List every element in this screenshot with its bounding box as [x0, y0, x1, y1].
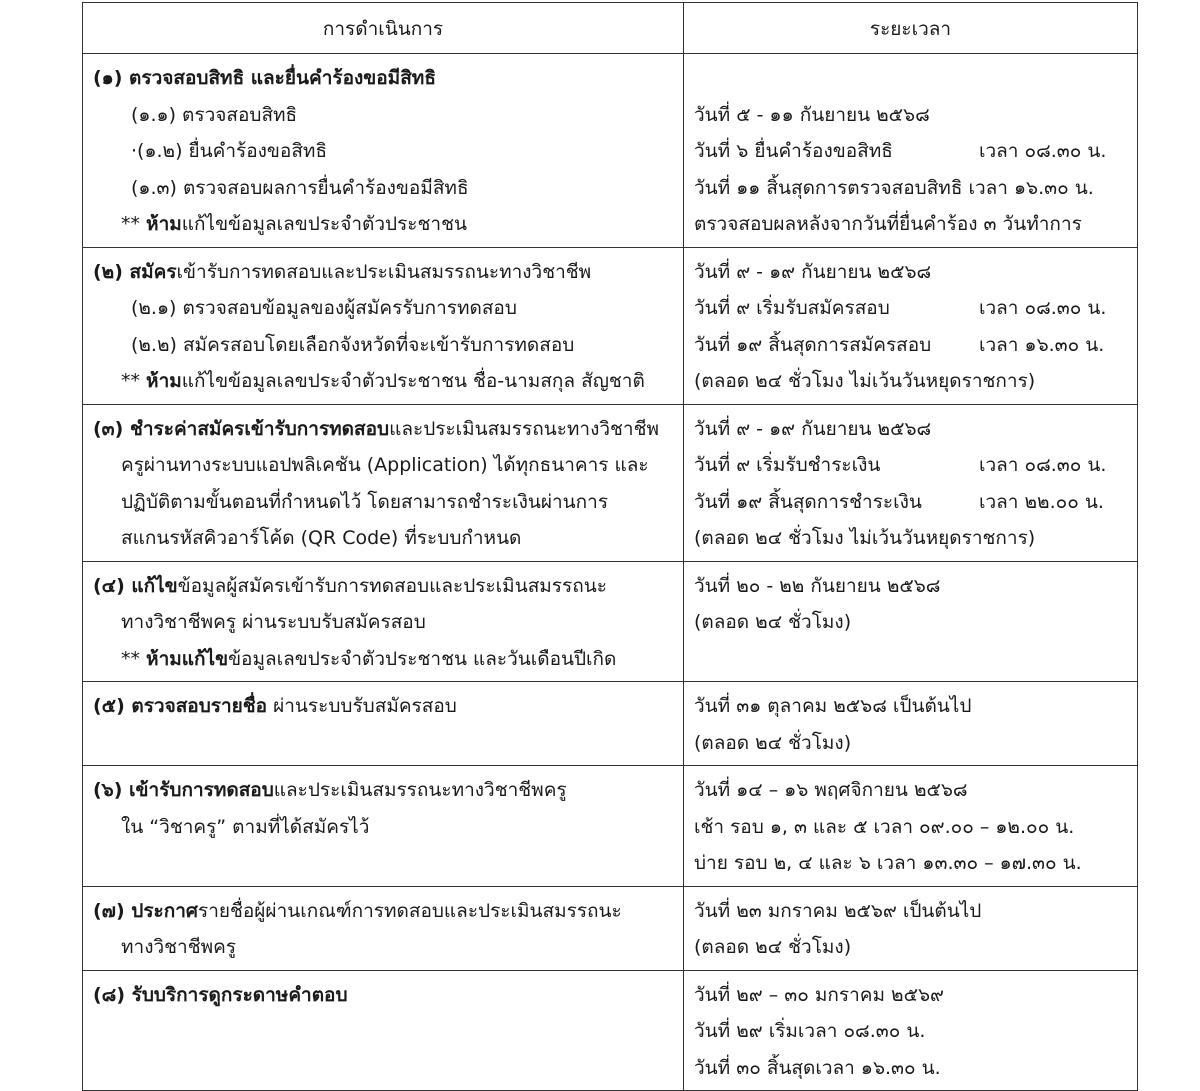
table-row [83, 682, 1138, 766]
action-line [93, 484, 673, 521]
action-line [93, 568, 673, 605]
period-time: เวลา ๐๘.๓๐ น. [979, 297, 1107, 319]
period-time: เวลา ๒๒.๐๐ น. [979, 490, 1104, 513]
period-cell [684, 970, 1138, 1091]
period-text: วันที่ ๙ เริ่มรับชำระเงิน [694, 454, 881, 476]
period-cell [684, 247, 1138, 404]
period-line [694, 845, 1127, 882]
period-text: บ่าย รอบ ๒, ๔ และ ๖ เวลา ๑๓.๓๐ – ๑๗.๓๐ น. [694, 852, 1082, 874]
period-line [694, 568, 1127, 605]
action-line [93, 363, 673, 400]
action-line [93, 809, 673, 846]
period-time: เวลา ๐๘.๓๐ น. [979, 454, 1107, 476]
table-row [83, 404, 1138, 561]
table-row [83, 54, 1138, 248]
period-line [694, 725, 1127, 762]
action-bold-text: ห้ามแก้ไข [146, 647, 229, 670]
period-text: วันที่ ๑๙ สิ้นสุดการสมัครสอบ [694, 333, 932, 356]
period-line [694, 688, 1127, 725]
period-cell [684, 682, 1138, 766]
action-text: สแกนรหัสคิวอาร์โค้ด (QR Code) ที่ระบบกำหนด [121, 527, 522, 549]
period-line [694, 809, 1127, 846]
action-line [93, 520, 673, 557]
period-time: เวลา ๐๘.๓๐ น. [979, 140, 1107, 162]
period-text: วันที่ ๑๙ สิ้นสุดการชำระเงิน [694, 490, 922, 513]
action-line [93, 170, 673, 207]
note-marker: ** [121, 647, 147, 670]
action-line [93, 254, 673, 291]
action-line [93, 133, 673, 170]
action-text: ปฏิบัติตามขั้นตอนที่กำหนดไว้ โดยสามารถชำระเงินผ่านการ [121, 490, 609, 513]
period-cell [684, 766, 1138, 887]
period-text: วันที่ ๙ เริ่มรับสมัครสอบ [694, 297, 890, 319]
action-text: เข้ารับการทดสอบและประเมินสมรรถนะทางวิชาชีพ [176, 260, 592, 283]
period-line [694, 327, 1127, 364]
action-text: ครูผ่านทางระบบแอปพลิเคชัน (Application) ได้ทุกธนาคาร และ [121, 454, 649, 476]
period-text: วันที่ ๖ ยื่นคำร้องขอสิทธิ [694, 140, 893, 162]
period-text: (ตลอด ๒๔ ชั่วโมง) [694, 936, 852, 958]
period-text: วันที่ ๑๑ สิ้นสุดการตรวจสอบสิทธิ เวลา ๑๖.๓๐ น. [694, 176, 1094, 199]
period-line [694, 60, 1127, 97]
action-line [93, 411, 673, 448]
period-line [694, 363, 1127, 400]
period-line [694, 411, 1127, 448]
table-header-row [83, 3, 1138, 54]
action-line [93, 604, 673, 641]
action-line [93, 641, 673, 678]
action-cell [83, 247, 684, 404]
action-line [93, 290, 673, 327]
action-text: แก้ไขข้อมูลเลขประจำตัวประชาชน ชื่อ-นามสกุล สัญชาติ [181, 370, 645, 392]
period-text: วันที่ ๕ - ๑๑ กันยายน ๒๕๖๘ [694, 103, 930, 126]
period-line [694, 893, 1127, 930]
period-text: วันที่ ๒๙ – ๓๐ มกราคม ๒๕๖๙ [694, 983, 944, 1006]
period-cell [684, 54, 1138, 248]
period-text: วันที่ ๙ - ๑๙ กันยายน ๒๕๖๘ [694, 260, 932, 283]
schedule-table [82, 2, 1138, 1091]
action-bold-text: (๑) ตรวจสอบสิทธิ และยื่นคำร้องขอมีสิทธิ [93, 67, 436, 89]
period-line [694, 977, 1127, 1014]
period-text: วันที่ ๒๙ เริ่มเวลา ๐๘.๓๐ น. [694, 1020, 926, 1042]
action-cell [83, 682, 684, 766]
action-text: รายชื่อผู้ผ่านเกณฑ์การทดสอบและประเมินสมรรถนะ [197, 899, 622, 922]
period-text: (ตลอด ๒๔ ชั่วโมง ไม่เว้นวันหยุดราชการ) [694, 527, 1036, 549]
action-bold-text: (๔) แก้ไข [93, 574, 178, 597]
action-text: ข้อมูลผู้สมัครเข้ารับการทดสอบและประเมินสมรรถนะ [177, 574, 607, 597]
period-cell [684, 886, 1138, 970]
period-line [694, 772, 1127, 809]
period-text: วันที่ ๓๐ สิ้นสุดเวลา ๑๖.๓๐ น. [694, 1056, 941, 1079]
period-cell [684, 404, 1138, 561]
header-action: การดำเนินการ [83, 3, 684, 54]
action-text: ผ่านระบบรับสมัครสอบ [267, 695, 457, 717]
table-row [83, 766, 1138, 887]
action-cell [83, 561, 684, 682]
action-line [93, 688, 673, 725]
action-line [93, 206, 673, 243]
action-line [93, 60, 673, 97]
table-row [83, 247, 1138, 404]
period-text: (ตลอด ๒๔ ชั่วโมง) [694, 611, 852, 633]
action-bold-text: (๗) ประกาศ [93, 899, 198, 922]
action-text: แก้ไขข้อมูลเลขประจำตัวประชาชน [181, 213, 467, 235]
period-line [694, 170, 1127, 207]
period-text: (ตลอด ๒๔ ชั่วโมง) [694, 731, 852, 754]
action-line [93, 893, 673, 930]
action-line [93, 97, 673, 134]
period-line [694, 133, 1127, 170]
action-text: (๒.๑) ตรวจสอบข้อมูลของผู้สมัครรับการทดสอบ [131, 297, 517, 319]
action-bold-text: (๖) เข้ารับการทดสอบ [93, 779, 274, 801]
period-line [694, 97, 1127, 134]
action-cell [83, 54, 684, 248]
action-text: ใน “วิชาครู” ตามที่ได้สมัครไว้ [121, 815, 370, 838]
period-time: เวลา ๑๖.๓๐ น. [979, 333, 1105, 356]
action-bold-text: (๓) ชำระค่าสมัครเข้ารับการทดสอบ [93, 417, 390, 440]
period-line [694, 1050, 1127, 1087]
period-line [694, 1013, 1127, 1050]
note-marker: ** [121, 370, 147, 392]
period-text: วันที่ ๓๑ ตุลาคม ๒๕๖๘ เป็นต้นไป [694, 695, 972, 717]
period-line [694, 484, 1127, 521]
action-text: และประเมินสมรรถนะทางวิชาชีพ [389, 417, 660, 440]
action-text: ข้อมูลเลขประจำตัวประชาชน และวันเดือนปีเกิด [228, 647, 617, 670]
table-row [83, 886, 1138, 970]
action-text: ·(๑.๒) ยื่นคำร้องขอสิทธิ [131, 140, 328, 162]
action-text: และประเมินสมรรถนะทางวิชาชีพครู [273, 779, 567, 801]
action-line [93, 447, 673, 484]
action-text: (๑.๑) ตรวจสอบสิทธิ [131, 103, 298, 126]
period-text: ตรวจสอบผลหลังจากวันที่ยื่นคำร้อง ๓ วันทำการ [694, 213, 1082, 235]
period-line [694, 290, 1127, 327]
period-text: วันที่ ๒๓ มกราคม ๒๕๖๙ เป็นต้นไป [694, 899, 982, 922]
period-line [694, 254, 1127, 291]
action-line [93, 929, 673, 966]
period-text: (ตลอด ๒๔ ชั่วโมง ไม่เว้นวันหยุดราชการ) [694, 370, 1036, 392]
action-cell [83, 886, 684, 970]
period-line [694, 929, 1127, 966]
period-text: เช้า รอบ ๑, ๓ และ ๕ เวลา ๐๙.๐๐ – ๑๒.๐๐ น. [694, 815, 1075, 838]
action-bold-text: (๕) ตรวจสอบรายชื่อ [93, 695, 268, 717]
action-text: (๑.๓) ตรวจสอบผลการยื่นคำร้องขอมีสิทธิ [131, 176, 469, 199]
table-row [83, 970, 1138, 1091]
action-bold-text: ห้าม [146, 370, 182, 392]
action-cell [83, 970, 684, 1091]
period-line [694, 447, 1127, 484]
table-row [83, 561, 1138, 682]
action-text: ทางวิชาชีพครู [121, 936, 237, 958]
action-bold-text: ห้าม [146, 213, 182, 235]
action-line [93, 977, 673, 1014]
period-text: วันที่ ๑๔ – ๑๖ พฤศจิกายน ๒๕๖๘ [694, 779, 968, 801]
period-text: วันที่ ๒๐ - ๒๒ กันยายน ๒๕๖๘ [694, 574, 941, 597]
action-bold-text: (๒) สมัคร [93, 260, 177, 283]
action-text: ทางวิชาชีพครู ผ่านระบบรับสมัครสอบ [121, 611, 426, 633]
period-line [694, 520, 1127, 557]
action-line [93, 772, 673, 809]
note-marker: ** [121, 213, 147, 235]
action-bold-text: (๘) รับบริการดูกระดาษคำตอบ [93, 983, 348, 1006]
header-period: ระยะเวลา [684, 3, 1138, 54]
period-text: วันที่ ๙ - ๑๙ กันยายน ๒๕๖๘ [694, 417, 932, 440]
action-line [93, 327, 673, 364]
action-cell [83, 766, 684, 887]
period-cell [684, 561, 1138, 682]
period-line [694, 206, 1127, 243]
action-text: (๒.๒) สมัครสอบโดยเลือกจังหวัดที่จะเข้ารับการทดสอบ [131, 333, 575, 356]
period-line [694, 604, 1127, 641]
action-cell [83, 404, 684, 561]
